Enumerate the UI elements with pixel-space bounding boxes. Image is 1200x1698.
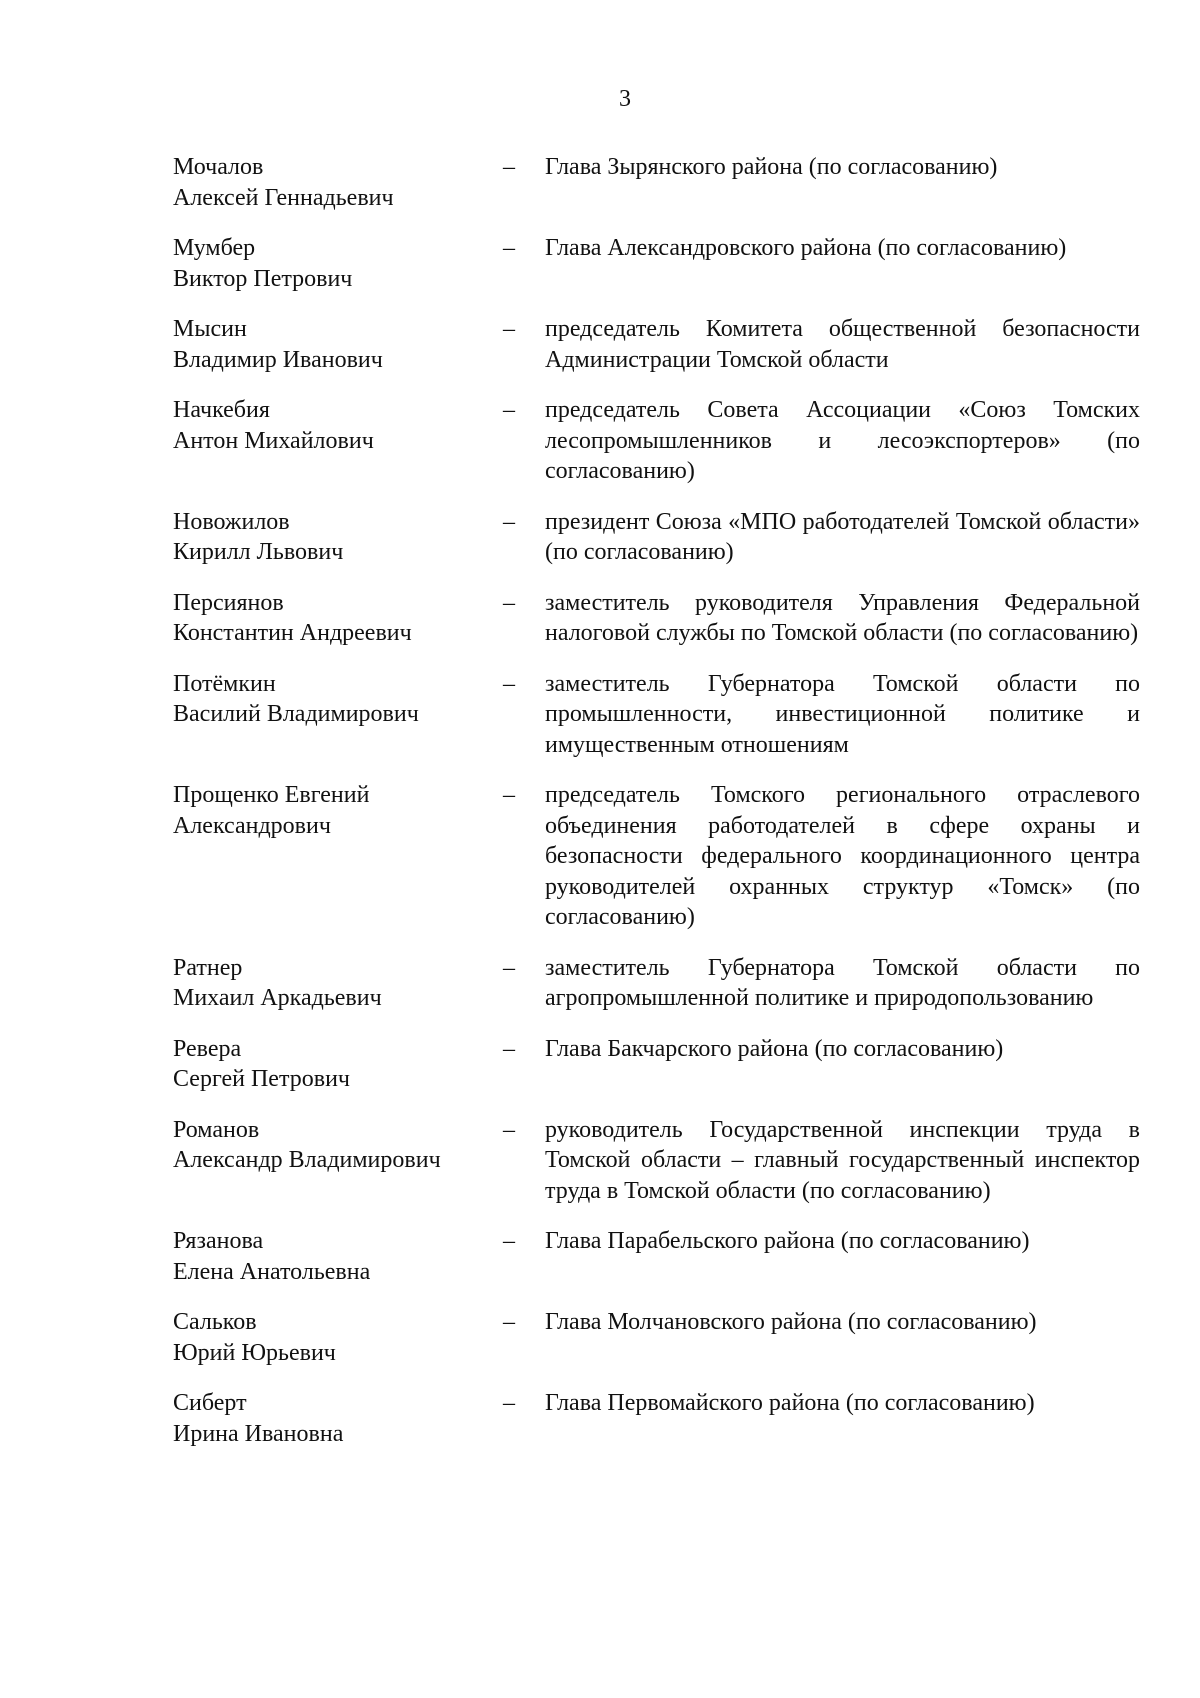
dash-separator: – xyxy=(503,954,515,981)
member-name xyxy=(173,1388,503,1449)
member-given-name: Виктор Петрович xyxy=(173,265,353,292)
list-item xyxy=(173,1307,1143,1368)
member-position: Глава Первомайского района (по согласованию) xyxy=(545,1390,1035,1416)
member-surname: Потёмкин xyxy=(173,670,276,697)
list-item xyxy=(173,152,1143,213)
member-name xyxy=(173,395,503,456)
member-position: руководитель Государственной инспекции труда в Томской области – главный государственный инспектор труда в Томской области (по согласованию) xyxy=(545,1116,1140,1204)
list-item xyxy=(173,780,1143,933)
member-given-name: Владимир Иванович xyxy=(173,346,383,373)
member-given-name: Сергей Петрович xyxy=(173,1066,350,1092)
member-name xyxy=(173,1115,503,1176)
member-name xyxy=(173,669,503,730)
list-item xyxy=(173,1388,1143,1449)
member-given-name: Константин Андреевич xyxy=(173,620,412,646)
list-item xyxy=(173,395,1143,487)
member-name xyxy=(173,1307,503,1368)
list-item xyxy=(173,1115,1143,1207)
list-item xyxy=(173,233,1143,294)
member-surname: Рязанова xyxy=(173,1228,264,1254)
member-given-name: Александрович xyxy=(173,812,331,839)
member-surname: Ратнер xyxy=(173,954,243,981)
member-given-name: Алексей Геннадьевич xyxy=(173,184,394,211)
member-position: заместитель руководителя Управления Федеральной налоговой службы по Томской области (по согласованию) xyxy=(545,589,1140,646)
member-position: Глава Александровского района (по согласованию) xyxy=(545,235,1067,261)
dash-separator: – xyxy=(503,589,515,616)
member-surname: Мысин xyxy=(173,316,247,342)
member-surname: Новожилов xyxy=(173,508,290,535)
member-given-name: Кирилл Львович xyxy=(173,539,344,565)
member-position: председатель Комитета общественной безопасности Администрации Томской области xyxy=(545,316,1140,373)
member-surname: Начкебия xyxy=(173,397,270,423)
dash-separator: – xyxy=(503,1390,515,1416)
member-surname: Прощенко Евгений xyxy=(173,782,370,808)
member-given-name: Александр Владимирович xyxy=(173,1147,441,1173)
list-item xyxy=(173,669,1143,761)
member-given-name: Михаил Аркадьевич xyxy=(173,985,382,1011)
member-name xyxy=(173,152,503,213)
member-given-name: Ирина Ивановна xyxy=(173,1420,344,1447)
dash-separator: – xyxy=(503,1309,515,1335)
member-surname: Сальков xyxy=(173,1309,257,1335)
member-name xyxy=(173,588,503,649)
dash-separator: – xyxy=(503,1116,515,1143)
member-name xyxy=(173,314,503,375)
page-number: 3 xyxy=(619,86,631,112)
dash-separator: – xyxy=(503,508,515,535)
member-surname: Ревера xyxy=(173,1035,242,1062)
dash-separator: – xyxy=(503,397,515,423)
member-name xyxy=(173,1226,503,1287)
list-item xyxy=(173,314,1143,375)
dash-separator: – xyxy=(503,782,515,808)
list-item xyxy=(173,1226,1143,1287)
list-item xyxy=(173,1034,1143,1095)
member-name xyxy=(173,953,503,1014)
member-given-name: Антон Михайлович xyxy=(173,427,374,454)
member-position: председатель Совета Ассоциации «Союз Томских лесопромышленников и лесоэкспортеров» (по согласованию) xyxy=(545,397,1140,484)
dash-separator: – xyxy=(503,316,515,342)
dash-separator: – xyxy=(503,670,515,697)
member-list xyxy=(173,152,1143,1449)
member-given-name: Юрий Юрьевич xyxy=(173,1339,336,1366)
member-surname: Персиянов xyxy=(173,589,284,616)
member-name xyxy=(173,780,503,841)
member-position: заместитель Губернатора Томской области по промышленности, инвестиционной политике и имущественным отношениям xyxy=(545,670,1140,758)
member-surname: Романов xyxy=(173,1116,260,1143)
dash-separator: – xyxy=(503,1228,515,1254)
member-name xyxy=(173,1034,503,1095)
member-surname: Мумбер xyxy=(173,235,256,261)
list-item xyxy=(173,507,1143,568)
member-surname: Сиберт xyxy=(173,1390,247,1416)
member-surname: Мочалов xyxy=(173,154,264,180)
dash-separator: – xyxy=(503,154,515,180)
member-name xyxy=(173,233,503,294)
member-position: заместитель Губернатора Томской области по агропромышленной политике и природопользованию xyxy=(545,954,1140,1011)
member-name xyxy=(173,507,503,568)
list-item xyxy=(173,588,1143,649)
member-position: президент Союза «МПО работодателей Томской области» (по согласованию) xyxy=(545,508,1140,565)
member-position: Глава Бакчарского района (по согласованию) xyxy=(545,1035,1004,1062)
member-given-name: Василий Владимирович xyxy=(173,701,419,727)
member-position: Глава Зырянского района (по согласованию) xyxy=(545,154,998,180)
member-position: Глава Парабельского района (по согласованию) xyxy=(545,1228,1030,1254)
dash-separator: – xyxy=(503,1035,515,1062)
member-position: Глава Молчановского района (по согласованию) xyxy=(545,1309,1037,1335)
member-given-name: Елена Анатольевна xyxy=(173,1258,371,1285)
member-position: председатель Томского регионального отраслевого объединения работодателей в сфере охраны и безопасности федерального координационного центра руководителей охранных структур «Томск» (по согласованию) xyxy=(545,782,1140,930)
list-item xyxy=(173,953,1143,1014)
dash-separator: – xyxy=(503,235,515,261)
